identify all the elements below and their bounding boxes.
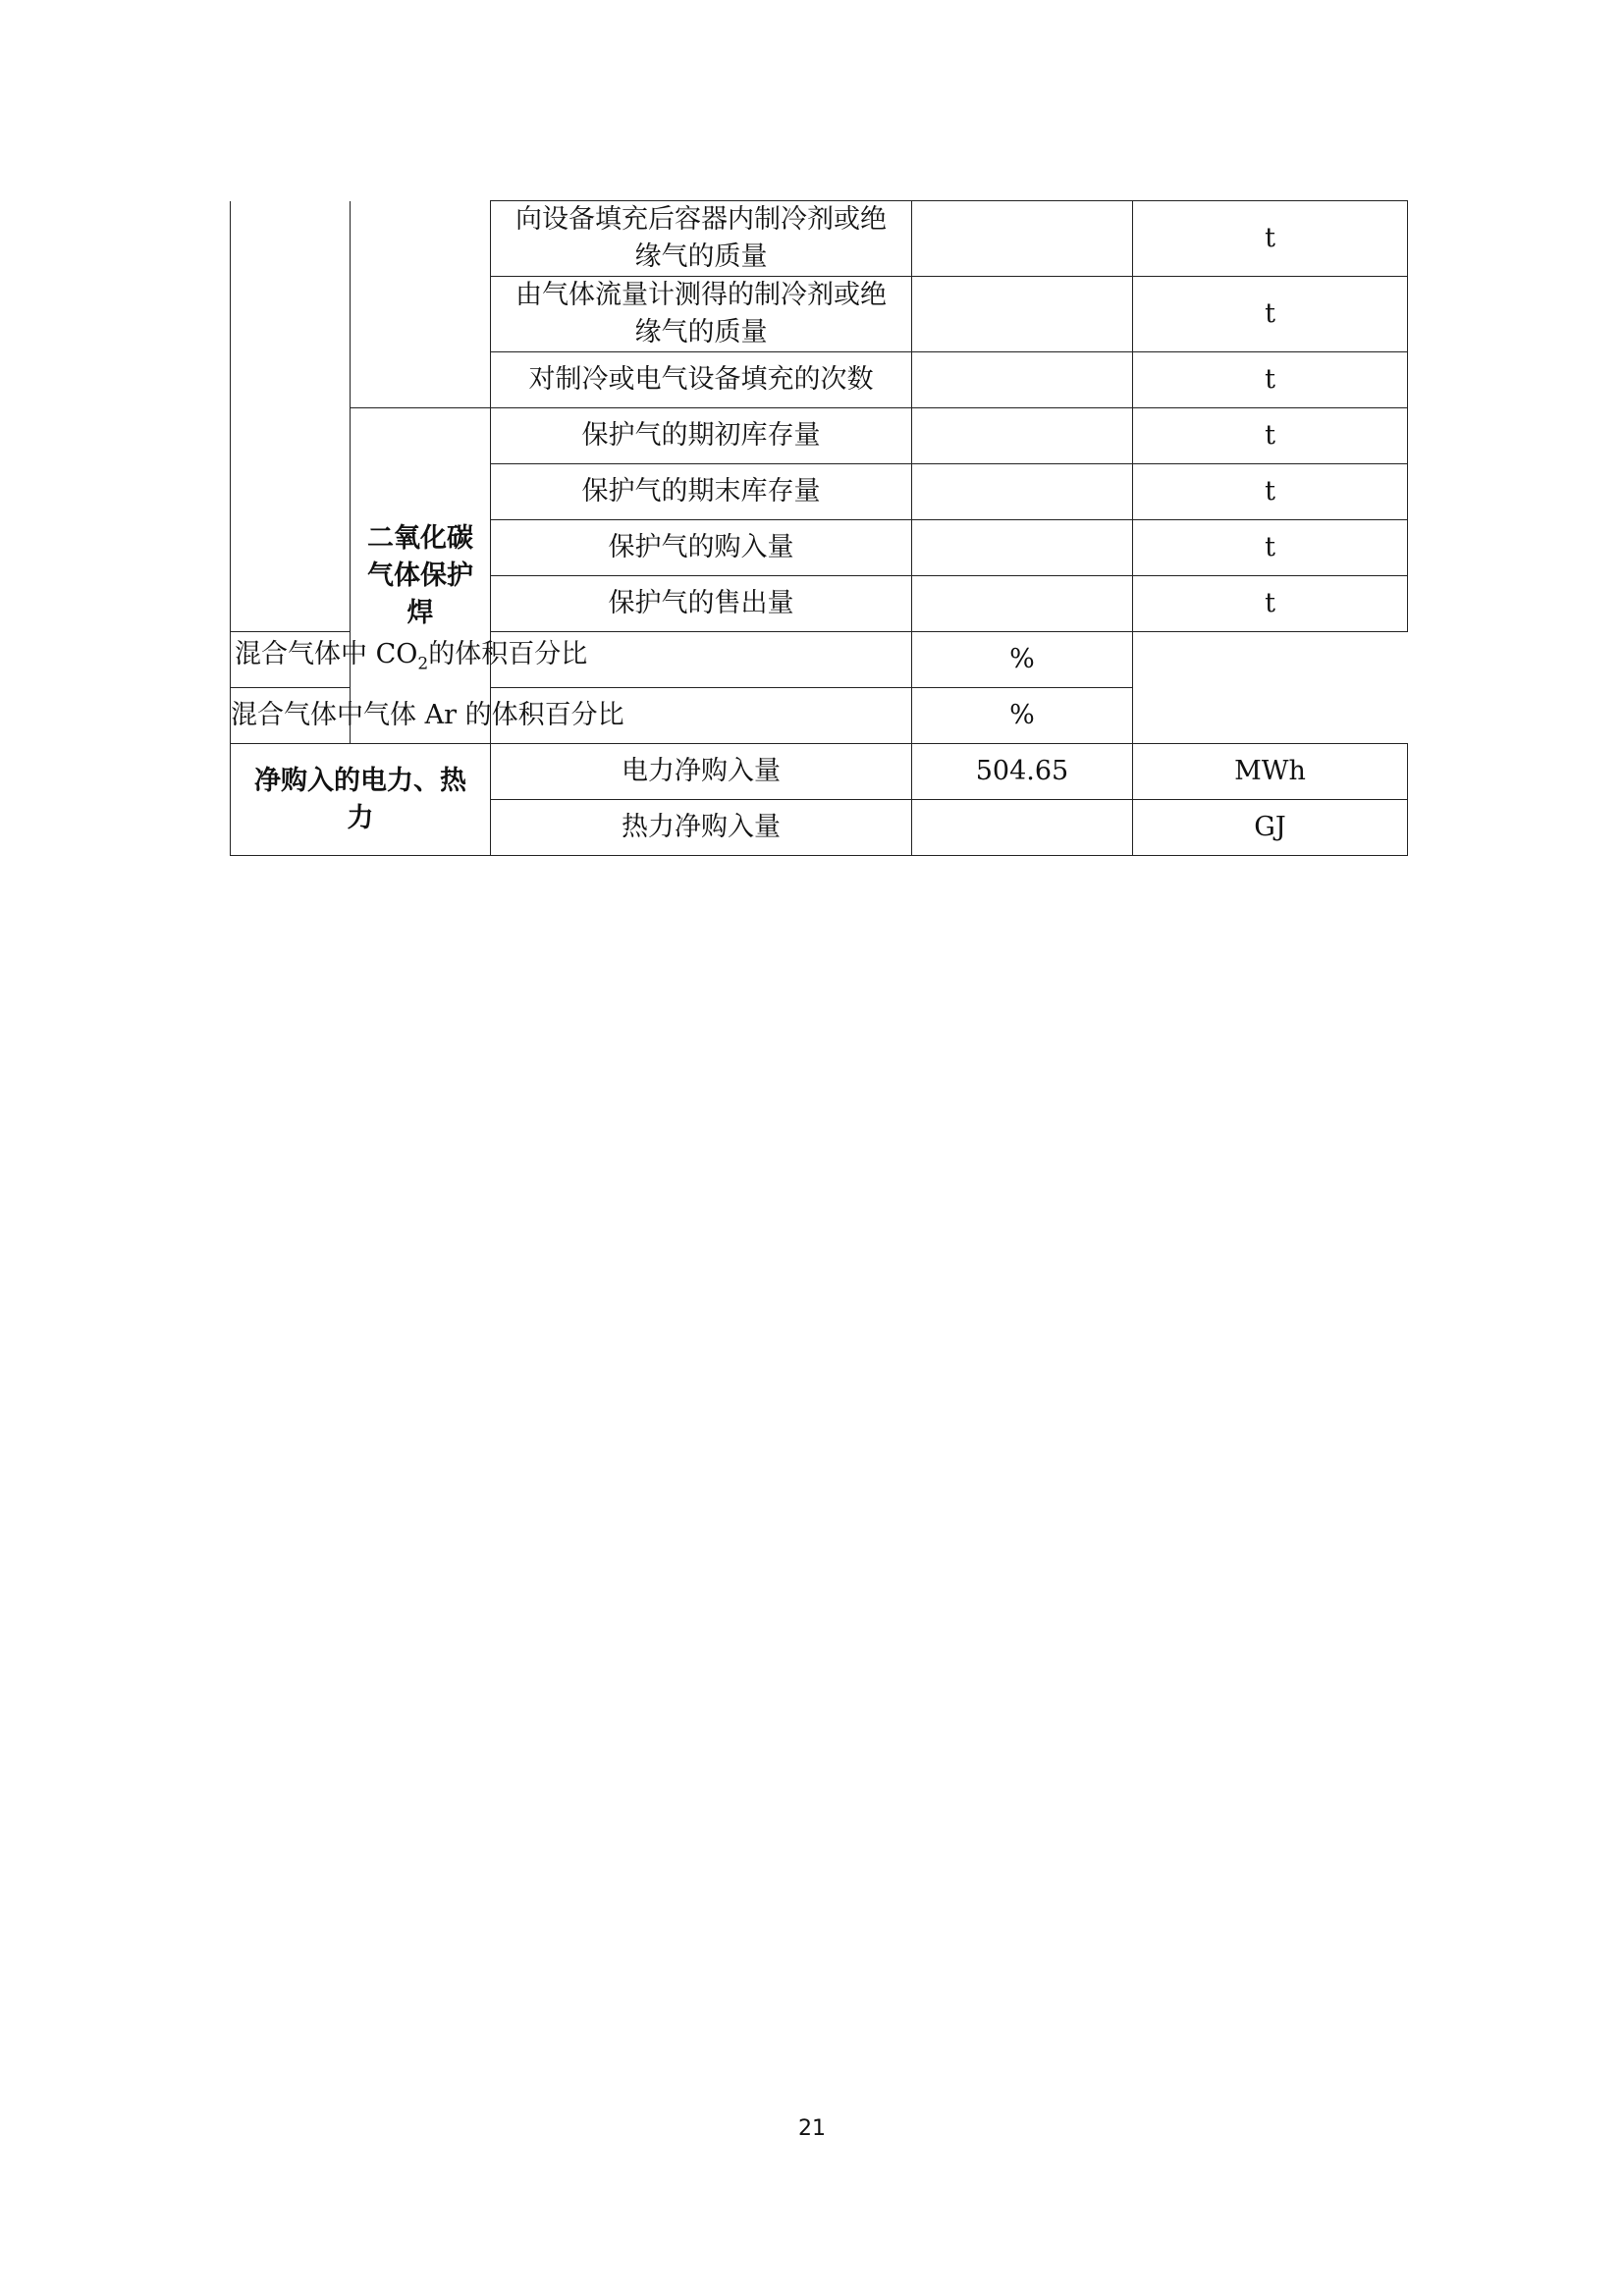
parameter-name: 保护气的期末库存量 <box>491 464 912 520</box>
parameter-name: 向设备填充后容器内制冷剂或绝 缘气的质量 <box>491 201 912 277</box>
parameter-name: 保护气的期初库存量 <box>491 408 912 464</box>
parameter-unit: MWh <box>1133 744 1408 800</box>
parameter-unit: t <box>1133 520 1408 576</box>
parameter-value <box>912 352 1133 408</box>
parameter-unit: t <box>1133 352 1408 408</box>
table-row <box>231 744 1408 800</box>
parameter-unit: % <box>912 688 1133 744</box>
parameter-value <box>912 201 1133 277</box>
parameter-unit: GJ <box>1133 800 1408 856</box>
parameter-value <box>912 464 1133 520</box>
parameter-unit: t <box>1133 277 1408 352</box>
parameter-name: 混合气体中 $CO_2$的体积百分比 <box>231 632 351 688</box>
parameter-value <box>912 408 1133 464</box>
parameter-unit: t <box>1133 201 1408 277</box>
parameter-value: 504.65 <box>912 744 1133 800</box>
parameter-name: 混合气体中气体 Ar 的体积百分比 <box>231 688 351 744</box>
table-row <box>231 201 1408 277</box>
parameter-value <box>912 277 1133 352</box>
co2-welding-label: 二氧化碳 气体保护 焊 <box>351 408 491 744</box>
parameter-unit: % <box>912 632 1133 688</box>
table-row <box>231 408 1408 464</box>
page-number: 21 <box>798 2116 826 2141</box>
category-cell-continued <box>231 201 351 632</box>
parameter-name: 电力净购入量 <box>491 744 912 800</box>
parameter-name: 对制冷或电气设备填充的次数 <box>491 352 912 408</box>
net-purchase-label: 净购入的电力、热 力 <box>231 744 491 856</box>
parameter-value <box>912 520 1133 576</box>
subcategory-cell-continued <box>351 201 491 408</box>
parameter-unit: t <box>1133 408 1408 464</box>
parameter-value <box>912 800 1133 856</box>
data-table <box>230 200 1408 856</box>
parameter-value <box>912 576 1133 632</box>
parameter-name: 热力净购入量 <box>491 800 912 856</box>
parameter-unit: t <box>1133 464 1408 520</box>
parameter-name: 保护气的售出量 <box>491 576 912 632</box>
parameter-unit: t <box>1133 576 1408 632</box>
parameter-name: 保护气的购入量 <box>491 520 912 576</box>
parameter-name: 由气体流量计测得的制冷剂或绝 缘气的质量 <box>491 277 912 352</box>
